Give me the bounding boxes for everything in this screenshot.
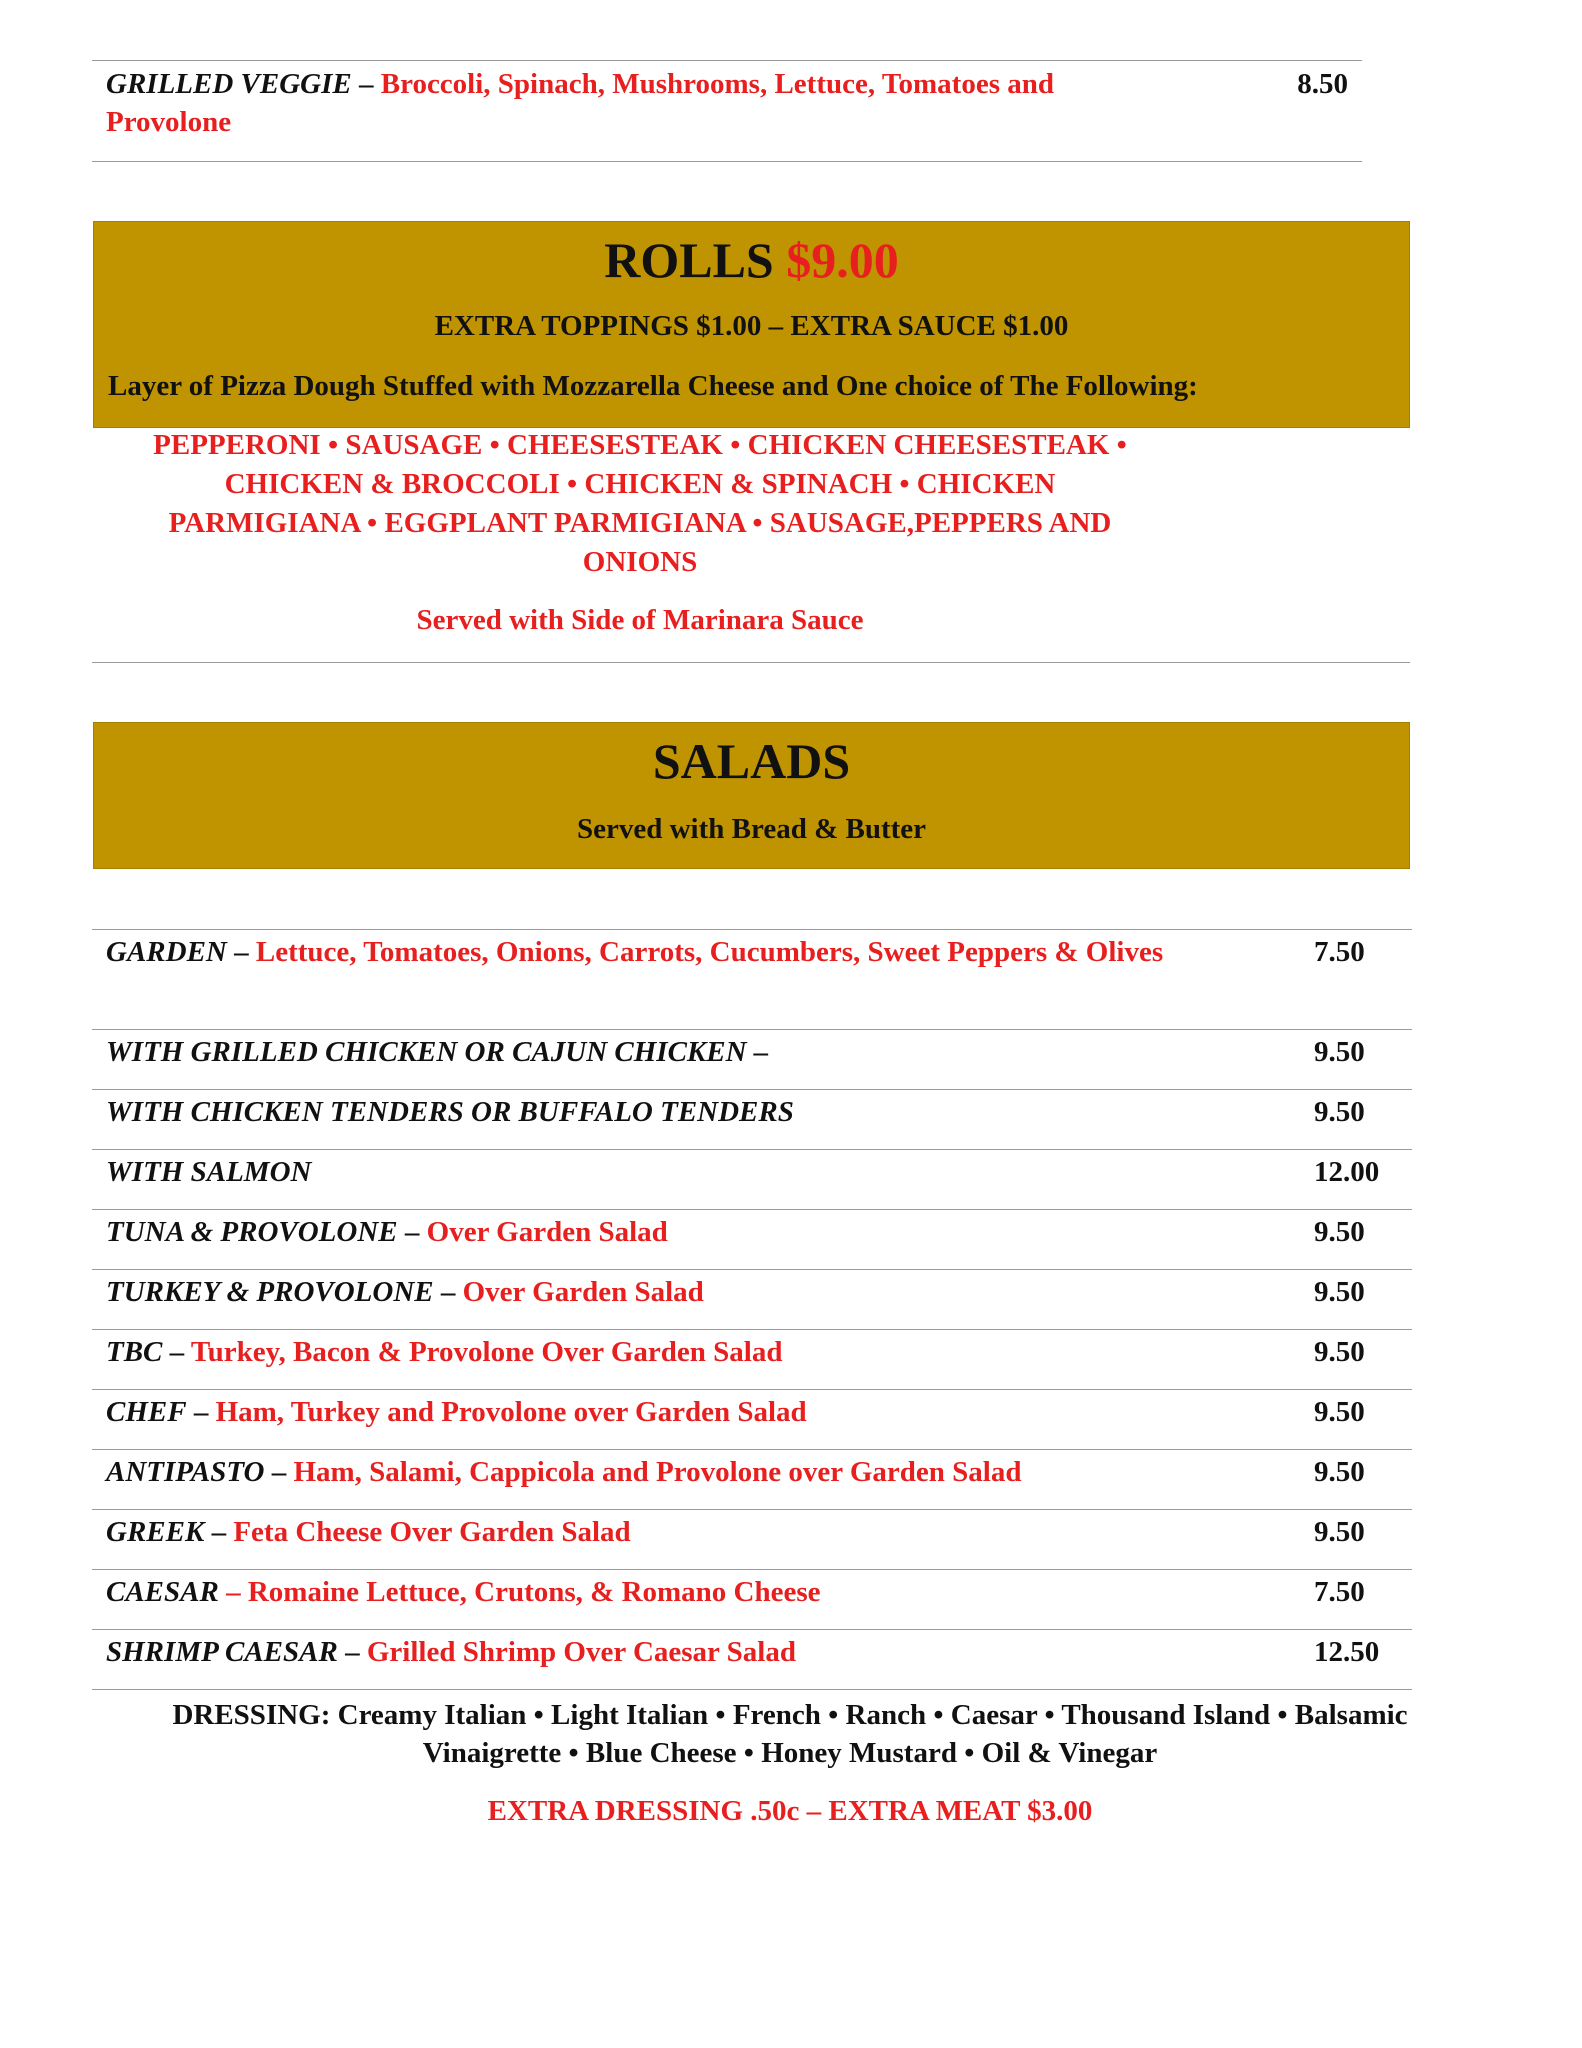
salad-price: 12.00 — [1314, 1156, 1380, 1188]
salad-sep: – — [337, 1636, 367, 1668]
salad-extras: EXTRA DRESSING .50c – EXTRA MEAT $3.00 — [487, 1795, 1093, 1827]
salad-row — [92, 1510, 1412, 1570]
salad-price: 9.50 — [1314, 1516, 1365, 1548]
salad-name: CHEF — [106, 1396, 187, 1428]
salad-price: 9.50 — [1314, 1396, 1365, 1428]
rolls-title-text: ROLLS — [604, 232, 774, 288]
salad-price: 9.50 — [1314, 1456, 1365, 1488]
salad-row — [92, 1330, 1412, 1390]
salad-name: WITH SALMON — [106, 1156, 312, 1188]
salad-description: Lettuce, Tomatoes, Onions, Carrots, Cucumbers, Sweet Peppers & Olives — [255, 936, 1164, 968]
salad-price: 9.50 — [1314, 1336, 1365, 1368]
salad-row — [92, 1570, 1412, 1630]
salad-description: Ham, Turkey and Provolone over Garden Salad — [215, 1396, 807, 1428]
salad-price: 9.50 — [1314, 1216, 1365, 1248]
salad-sep: – — [264, 1456, 294, 1488]
salad-row — [92, 1390, 1412, 1450]
salad-name: TBC — [106, 1336, 163, 1368]
dressing-line: DRESSING: Creamy Italian • Light Italian • French • Ranch • Caesar • Thousand Island • Balsamic — [172, 1699, 1408, 1731]
salads-table — [92, 929, 1412, 1690]
rolls-banner — [93, 221, 1410, 428]
salad-sep: – — [162, 1336, 191, 1368]
salad-sep: – — [226, 936, 256, 968]
salad-sep: – — [397, 1216, 427, 1248]
rolls-price: $9.00 — [786, 232, 899, 288]
salad-row — [92, 1450, 1412, 1510]
grilled-veggie-name: GRILLED VEGGIE — [106, 68, 352, 100]
grilled-veggie-sep: – — [351, 68, 381, 100]
salad-price: 9.50 — [1314, 1036, 1365, 1068]
salad-name: TURKEY & PROVOLONE — [106, 1276, 434, 1308]
salad-description: Feta Cheese Over Garden Salad — [233, 1516, 631, 1548]
rolls-title — [94, 230, 1409, 290]
salad-price: 7.50 — [1314, 1576, 1365, 1608]
rolls-choices-line: PARMIGIANA • EGGPLANT PARMIGIANA • SAUSAGE,PEPPERS AND — [168, 507, 1112, 539]
salad-description: Grilled Shrimp Over Caesar Salad — [366, 1636, 796, 1668]
grilled-veggie-row — [92, 60, 1362, 162]
salad-price: 9.50 — [1314, 1276, 1365, 1308]
salad-sep: – — [186, 1396, 216, 1428]
salad-description: Romaine Lettuce, Crutons, & Romano Cheese — [247, 1576, 821, 1608]
salad-description: Turkey, Bacon & Provolone Over Garden Salad — [190, 1336, 783, 1368]
grilled-veggie-desc — [106, 65, 1126, 141]
salad-sep: – — [433, 1276, 463, 1308]
salad-price: 7.50 — [1314, 936, 1365, 968]
grilled-veggie-description: Broccoli, Spinach, Mushrooms, Lettuce, Tomatoes and Provolone — [106, 68, 1054, 138]
rolls-extras: EXTRA TOPPINGS $1.00 – EXTRA SAUCE $1.00 — [434, 310, 1069, 342]
salads-banner — [93, 722, 1410, 869]
rolls-note: Served with Side of Marinara Sauce — [416, 604, 864, 636]
salad-row — [92, 1630, 1412, 1690]
salad-description: Over Garden Salad — [462, 1276, 704, 1308]
salad-name: GREEK — [106, 1516, 205, 1548]
salad-price: 9.50 — [1314, 1096, 1365, 1128]
salad-description: Over Garden Salad — [426, 1216, 668, 1248]
rolls-choices — [110, 426, 1170, 582]
salad-row — [92, 930, 1412, 1030]
rolls-divider — [92, 662, 1410, 663]
dressing-options — [110, 1696, 1470, 1772]
salads-subtitle: Served with Bread & Butter — [576, 813, 927, 845]
salad-row — [92, 1270, 1412, 1330]
salad-name: WITH CHICKEN TENDERS OR BUFFALO TENDERS — [106, 1096, 794, 1128]
salad-name: TUNA & PROVOLONE — [106, 1216, 398, 1248]
salad-name: CAESAR — [106, 1576, 219, 1608]
salad-row — [92, 1210, 1412, 1270]
grilled-veggie-price: 8.50 — [1297, 68, 1348, 100]
salad-row — [92, 1090, 1412, 1150]
salad-description: Ham, Salami, Cappicola and Provolone over Garden Salad — [293, 1456, 1022, 1488]
salad-name: GARDEN — [106, 936, 227, 968]
rolls-choices-line: CHICKEN & BROCCOLI • CHICKEN & SPINACH • CHICKEN — [224, 468, 1056, 500]
rolls-choices-line: ONIONS — [582, 546, 698, 578]
salads-title: SALADS — [652, 733, 851, 789]
salad-sep: – — [218, 1576, 248, 1608]
salad-name: SHRIMP CAESAR — [106, 1636, 338, 1668]
dressing-line: Vinaigrette • Blue Cheese • Honey Mustard • Oil & Vinegar — [422, 1737, 1158, 1769]
salad-name: ANTIPASTO — [106, 1456, 265, 1488]
salad-name: WITH GRILLED CHICKEN OR CAJUN CHICKEN – — [106, 1036, 769, 1068]
salad-price: 12.50 — [1314, 1636, 1380, 1668]
rolls-intro: Layer of Pizza Dough Stuffed with Mozzarella Cheese and One choice of The Following: — [108, 370, 1198, 402]
rolls-choices-line: PEPPERONI • SAUSAGE • CHEESESTEAK • CHICKEN CHEESESTEAK • — [153, 429, 1127, 461]
salad-row — [92, 1030, 1412, 1090]
salad-row — [92, 1150, 1412, 1210]
salad-sep: – — [204, 1516, 234, 1548]
